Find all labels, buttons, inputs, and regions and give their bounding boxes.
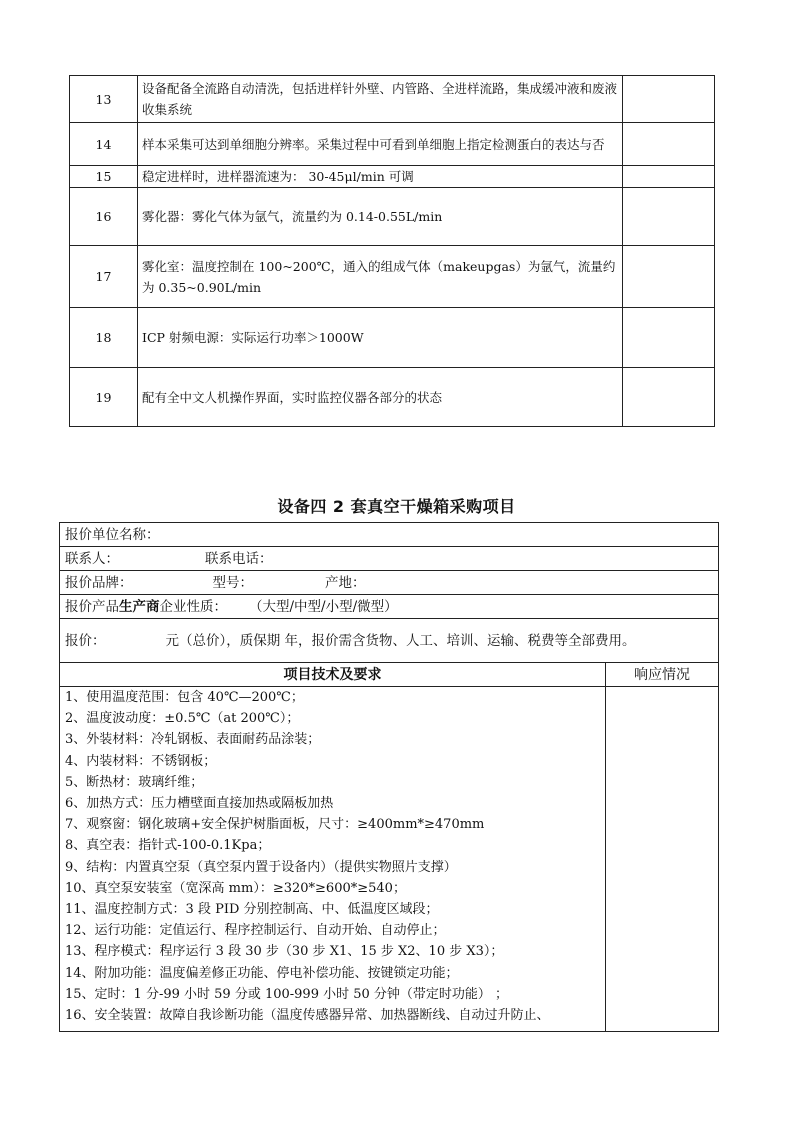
list-item: 14、附加功能：温度偏差修正功能、停电补偿功能、按键锁定功能； [65,965,459,981]
contact-label: 联系人： [65,550,119,567]
nature-prefix: 报价产品 [65,598,119,615]
list-item: 11、温度控制方式：3 段 PID 分别控制高、中、低温度区域段； [65,902,439,918]
row-number: 16 [70,188,138,246]
brand-label: 报价品牌： [65,574,133,591]
list-item: 6、加热方式：压力槽壁面直接加热或隔板加热 [65,796,334,812]
spec-table-top [69,75,715,427]
table-row [70,188,715,246]
list-item: 7、观察窗：钢化玻璃+安全保护树脂面板，尺寸：≥400mm*≥470mm [65,817,485,833]
response-cell [606,687,719,1032]
table-row [70,308,715,368]
response-cell [623,308,715,368]
brand-row [60,571,719,595]
response-cell [623,76,715,123]
list-item: 5、断热材：玻璃纤维； [65,774,204,790]
price-label: 报价： [65,632,106,649]
table-row [70,246,715,308]
origin-label: 产地： [325,574,366,591]
row-text: ICP 射频电源：实际运行功率＞1000W [138,308,623,368]
row-number: 18 [70,308,138,368]
req-header-row [60,663,719,687]
req-body-row [60,687,719,1032]
list-item: 10、真空泵安装室（宽深高 mm）：≥320*≥600*≥540； [65,880,406,896]
model-label: 型号： [212,574,253,591]
row-text: 样本采集可达到单细胞分辨率。采集过程中可看到单细胞上指定检测蛋白的表达与否 [138,123,623,166]
response-cell [623,188,715,246]
table-row [70,76,715,123]
row-number: 14 [70,123,138,166]
contact-row [60,547,719,571]
row-text: 设备配备全流路自动清洗，包括进样针外壁、内管路、全进样流路，集成缓冲液和废液收集系统 [138,76,623,123]
table-row [70,368,715,427]
row-text: 雾化器：雾化气体为氩气，流量约为 0.14-0.55L/min [138,188,623,246]
list-item: 13、程序模式：程序运行 3 段 30 步（30 步 X1、15 步 X2、10 步 X3）； [65,944,504,960]
section-title: 设备四 2 套真空干燥箱采购项目 [277,497,516,516]
procurement-table [59,522,719,1032]
list-item: 4、内装材料：不锈钢板； [65,753,217,769]
quote-unit-row [60,523,719,547]
list-item: 2、温度波动度：±0.5℃（at 200℃）； [65,711,300,727]
list-item: 16、安全装置：故障自我诊断功能（温度传感器异常、加热器断线、自动过升防止、 [65,1008,550,1024]
nature-bold: 生产商 [119,598,160,615]
quote-unit-label: 报价单位名称： [60,523,719,547]
contact-phone-label: 联系电话： [205,550,273,567]
response-cell [623,246,715,308]
response-cell [623,123,715,166]
list-item: 15、定时：1 分-99 小时 59 分或 100-999 小时 50 分钟（带定时功能） ； [65,986,509,1002]
row-number: 19 [70,368,138,427]
list-item: 9、结构：内置真空泵（真空泵内置于设备内）（提供实物照片支撑） [65,859,457,875]
nature-options: （大型/中型/小型/微型） [249,598,398,615]
response-cell [623,368,715,427]
row-text: 配有全中文人机操作界面，实时监控仪器各部分的状态 [138,368,623,427]
nature-row [60,595,719,619]
list-item: 1、使用温度范围：包含 40℃—200℃； [65,690,304,705]
row-text: 稳定进样时，进样器流速为： 30-45μl/min 可调 [138,166,623,188]
list-item: 3、外装材料：冷轧钢板、表面耐药品涂装； [65,732,321,748]
list-item: 8、真空表：指针式-100-0.1Kpa； [65,838,271,854]
row-number: 13 [70,76,138,123]
table-row [70,123,715,166]
resp-header: 响应情况 [606,663,719,687]
list-item: 12、运行功能：定值运行、程序控制运行、自动开始、自动停止； [65,923,446,939]
response-cell [623,166,715,188]
row-number: 17 [70,246,138,308]
row-text: 雾化室：温度控制在 100~200℃，通入的组成气体（makeupgas）为氩气，流量约为 0.35~0.90L/min [138,246,623,308]
table-row [70,166,715,188]
row-number: 15 [70,166,138,188]
req-header: 项目技术及要求 [60,663,606,687]
requirements-list [60,687,606,1032]
price-row [60,619,719,663]
price-text: 元（总价），质保期 年，报价需含货物、人工、培训、运输、税费等全部费用。 [165,632,636,649]
nature-suffix: 企业性质： [159,598,227,615]
